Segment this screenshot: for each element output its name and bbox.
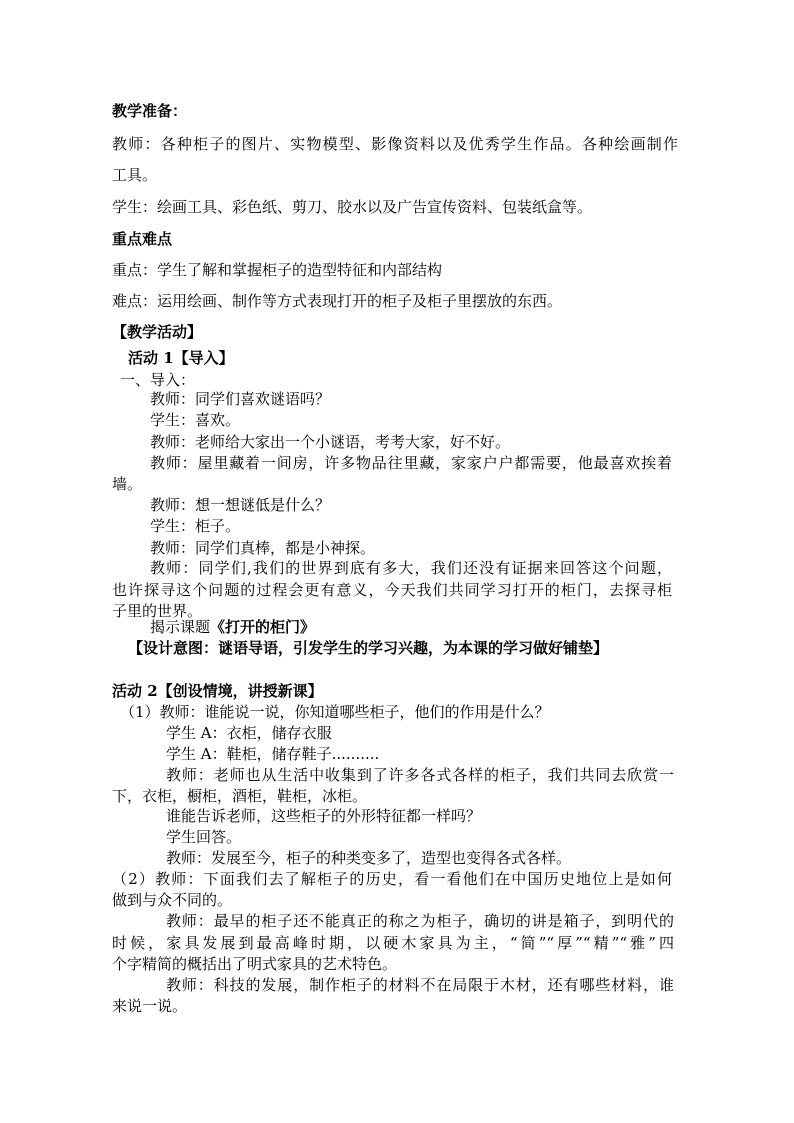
lesson-title: 《打开的柜门》 [210,618,316,636]
prep-heading: 教学准备： [112,102,188,120]
activity-2-line: （1）教师：谁能说一说，你知道哪些柜子，他们的作用是什么？ [120,703,550,721]
activity-1-title: 活动 1【导入】 [128,349,234,367]
activity-2-line: 教师：发展至今，柜子的种类变多了，造型也变得各式各样。 [166,849,572,867]
activity-2-line: 学生 A：衣柜，储存衣服 [166,724,332,742]
lesson-reveal-prefix: 揭示课题 [150,618,211,636]
key-difficulty: 难点：运用绘画、制作等方式表现打开的柜子及柜子里摆放的东西。 [112,292,563,310]
activity-1-line: 教师：想一想谜低是什么？ [150,496,331,514]
activity-2-line: 时候，家具发展到最高峰时期，以硬木家具为主，“简”“厚”“精”“雅”四 [112,934,674,952]
prep-teacher-line-2: 工具。 [112,166,158,184]
activity-1-line: 教师：同学们真棒，都是小神探。 [150,539,376,557]
activity-1-line: 学生：柜子。 [150,517,241,535]
activity-1-intro: 一、导入： [120,371,196,389]
activity-2-line: 教师：科技的发展，制作柜子的材料不在局限于木材，还有哪些材料，谁 [166,976,674,994]
key-focus: 重点：学生了解和掌握柜子的造型特征和内部结构 [112,261,443,279]
design-intent-label: 【设计意图： [128,639,219,657]
activity-2-line: （2）教师：下面我们去了解柜子的历史，看一看他们在中国历史地位上是如何 [112,870,672,888]
activity-1-line: 子里的世界。 [112,602,203,620]
design-intent-text: 谜语导语，引发学生的学习兴趣，为本课的学习做好铺垫】 [218,639,609,657]
activity-1-line: 教师：同学们喜欢谜语吗？ [150,390,331,408]
activity-1-line: 也许探寻这个问题的过程会更有意义，今天我们共同学习打开的柜门，去探寻柜 [112,581,672,599]
activity-1-line: 墙。 [112,475,143,493]
activity-2-line: 谁能告诉老师，这些柜子的外形特征都一样吗？ [166,807,482,825]
prep-teacher-line-1: 教师：各种柜子的图片、实物模型、影像资料以及优秀学生作品。各种绘画制作 [112,135,678,153]
activity-1-line: 教师：同学们,我们的世界到底有多大，我们还没有证据来回答这个问题， [150,559,672,577]
activity-2-title: 活动 2【创设情境，讲授新课】 [112,682,323,700]
activities-heading: 【教学活动】 [112,323,203,341]
activity-2-line: 下，衣柜，橱柜，酒柜，鞋柜，冰柜。 [112,787,368,805]
activity-2-line: 做到与众不同的。 [112,891,233,909]
activity-2-line: 学生 A：鞋柜，储存鞋子.......... [166,745,380,763]
lesson-reveal [150,616,716,637]
activity-1-line: 教师：屋里藏着一间房，许多物品往里藏，家家户户都需要，他最喜欢挨着 [150,454,672,472]
prep-student: 学生：绘画工具、彩色纸、剪刀、胶水以及广告宣传资料、包装纸盒等。 [112,198,593,216]
activity-2-line: 来说一说。 [112,997,188,1015]
key-heading: 重点难点 [112,230,173,248]
activity-2-line: 教师：最早的柜子还不能真正的称之为柜子，确切的讲是箱子，到明代的 [166,912,674,930]
design-intent [128,637,694,658]
activity-2-line: 学生回答。 [166,828,242,846]
activity-1-line: 学生：喜欢。 [150,411,241,429]
activity-1-line: 教师：老师给大家出一个小谜语，考考大家，好不好。 [150,433,511,451]
activity-2-line: 教师：老师也从生活中收集到了许多各式各样的柜子，我们共同去欣赏一 [166,766,674,784]
activity-2-line: 个字精简的概括出了明式家具的艺术特色。 [112,955,398,973]
